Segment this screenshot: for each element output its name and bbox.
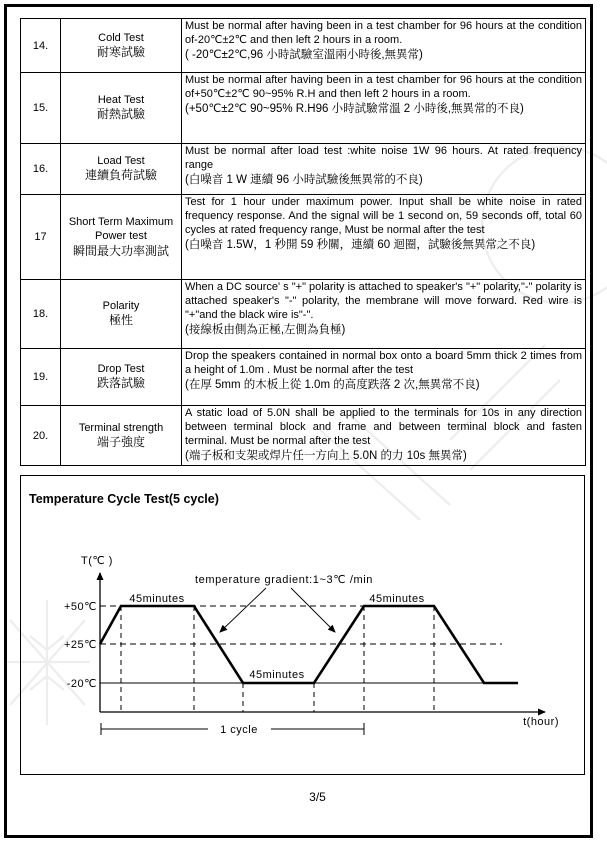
gradient-arrow-right (291, 588, 335, 632)
test-name-en: Terminal strength (78, 421, 164, 434)
test-desc-en: Must be normal after having been in a test chamber for 96 hours at the condition of-20℃±2℃ and then left 2 hours in a room. (185, 20, 582, 46)
test-desc-zh: (在厚 5mm 的木板上從 1.0m 的高度跌落 2 次,無異常不良) (185, 378, 480, 391)
table-row (21, 144, 586, 195)
tick-minus20: -20℃ (66, 678, 97, 690)
table-row (21, 195, 586, 280)
test-number: 18. (21, 280, 61, 349)
test-name-zh: 連續負荷試驗 (84, 168, 157, 183)
test-description (182, 73, 586, 144)
test-number: 15. (21, 73, 61, 144)
test-name (61, 349, 182, 406)
section-title: Temperature Cycle Test(5 cycle) (29, 492, 219, 506)
test-name-zh: 瞬間最大功率測試 (72, 243, 169, 258)
tick-plus25: +25℃ (63, 639, 97, 651)
test-name-en: Heat Test (97, 94, 145, 107)
test-name-en: Cold Test (98, 31, 144, 44)
temperature-cycle-chart (21, 476, 584, 774)
tick-plus50: +50℃ (63, 601, 97, 613)
hold-label-top-2: 45minutes (369, 593, 425, 605)
test-description (182, 406, 586, 466)
test-description (182, 280, 586, 349)
table-row (21, 280, 586, 349)
test-description (182, 144, 586, 195)
test-name-zh: 耐熱試驗 (96, 107, 145, 122)
test-desc-en: Must be normal after having been in a test chamber for 96 hours at the condition of+50℃±2℃ 90~95% R.H and then left 2 hours in a room. (185, 74, 582, 100)
test-name-en: Short Term Maximum Power test (68, 215, 174, 243)
test-number: 20. (21, 406, 61, 466)
test-name-zh: 端子強度 (96, 435, 145, 450)
gradient-arrow-left (220, 588, 266, 632)
page-number: 3/5 (309, 790, 326, 804)
test-name (61, 144, 182, 195)
test-name (61, 195, 182, 280)
test-name-zh: 極性 (108, 313, 133, 328)
test-description (182, 349, 586, 406)
test-name-en: Drop Test (97, 363, 145, 376)
table-row (21, 19, 586, 73)
test-desc-en: Test for 1 hour under maximum power. Input shall be white noise in rated frequency response. And the signal will be 1 second on, 59 seconds off, total 60 cycles at rated frequency range, Must be normal after the test (185, 196, 582, 236)
test-desc-en: A static load of 5.0N shall be applied to the terminals for 10s in any direction between terminal block and frame and between terminal block and fasten terminal. Must be normal after the test (185, 407, 582, 447)
test-desc-zh: (端子板和支架或焊片任一方向上 5.0N 的力 10s 無異常) (185, 449, 467, 462)
table-row (21, 406, 586, 466)
test-desc-en: Must be normal after load test :white noise 1W 96 hours. At rated frequency range (185, 145, 582, 171)
test-description (182, 195, 586, 280)
test-description (182, 19, 586, 73)
test-number: 16. (21, 144, 61, 195)
test-desc-zh: (白噪音 1.5W，1 秒開 59 秒關，連續 60 迴圈，試驗後無異常之不良) (185, 238, 536, 251)
table-row (21, 349, 586, 406)
test-desc-zh: (白噪音 1 W 連續 96 小時試驗後無異常的不良) (185, 173, 423, 186)
gradient-note: temperature gradient:1~3℃ /min (194, 574, 374, 586)
test-desc-zh: (接線板由側為正極,左側為負極) (185, 323, 346, 336)
test-name-en: Load Test (97, 155, 145, 168)
test-number: 17 (21, 195, 61, 280)
test-name (61, 280, 182, 349)
test-desc-zh: ( -20℃±2℃,96 小時試驗室溫兩小時後,無異常) (185, 48, 423, 61)
test-name-zh: 耐寒試驗 (96, 44, 145, 59)
x-axis-label: t(hour) (523, 716, 559, 728)
reliability-test-table (20, 18, 586, 466)
table-row (21, 73, 586, 144)
test-desc-en: When a DC source' s "+" polarity is attached to speaker's "+" polarity,"-" polarity is attached speaker's "-" polarity, the membrane will move forward. Red wire is "+"and the black wire is"-". (185, 281, 582, 321)
vertical-guides (121, 606, 434, 712)
cycle-span-label: 1 cycle (220, 724, 258, 736)
test-desc-en: Drop the speakers contained in normal box onto a board 5mm thick 2 times from a height of 1.0m . Must be normal after the test (185, 350, 582, 376)
test-name (61, 19, 182, 73)
test-name-en: Polarity (102, 300, 140, 313)
test-name (61, 73, 182, 144)
test-name-zh: 跌落試驗 (96, 376, 145, 391)
hold-label-top-1: 45minutes (129, 593, 185, 605)
hold-label-bottom: 45minutes (249, 669, 305, 681)
temperature-cycle-section (20, 475, 585, 775)
y-axis-label: T(℃ ) (81, 555, 113, 567)
test-number: 14. (21, 19, 61, 73)
test-desc-zh: (+50℃±2℃ 90~95% R.H96 小時試驗常溫 2 小時後,無異常的不良) (185, 102, 524, 115)
test-number: 19. (21, 349, 61, 406)
test-name (61, 406, 182, 466)
